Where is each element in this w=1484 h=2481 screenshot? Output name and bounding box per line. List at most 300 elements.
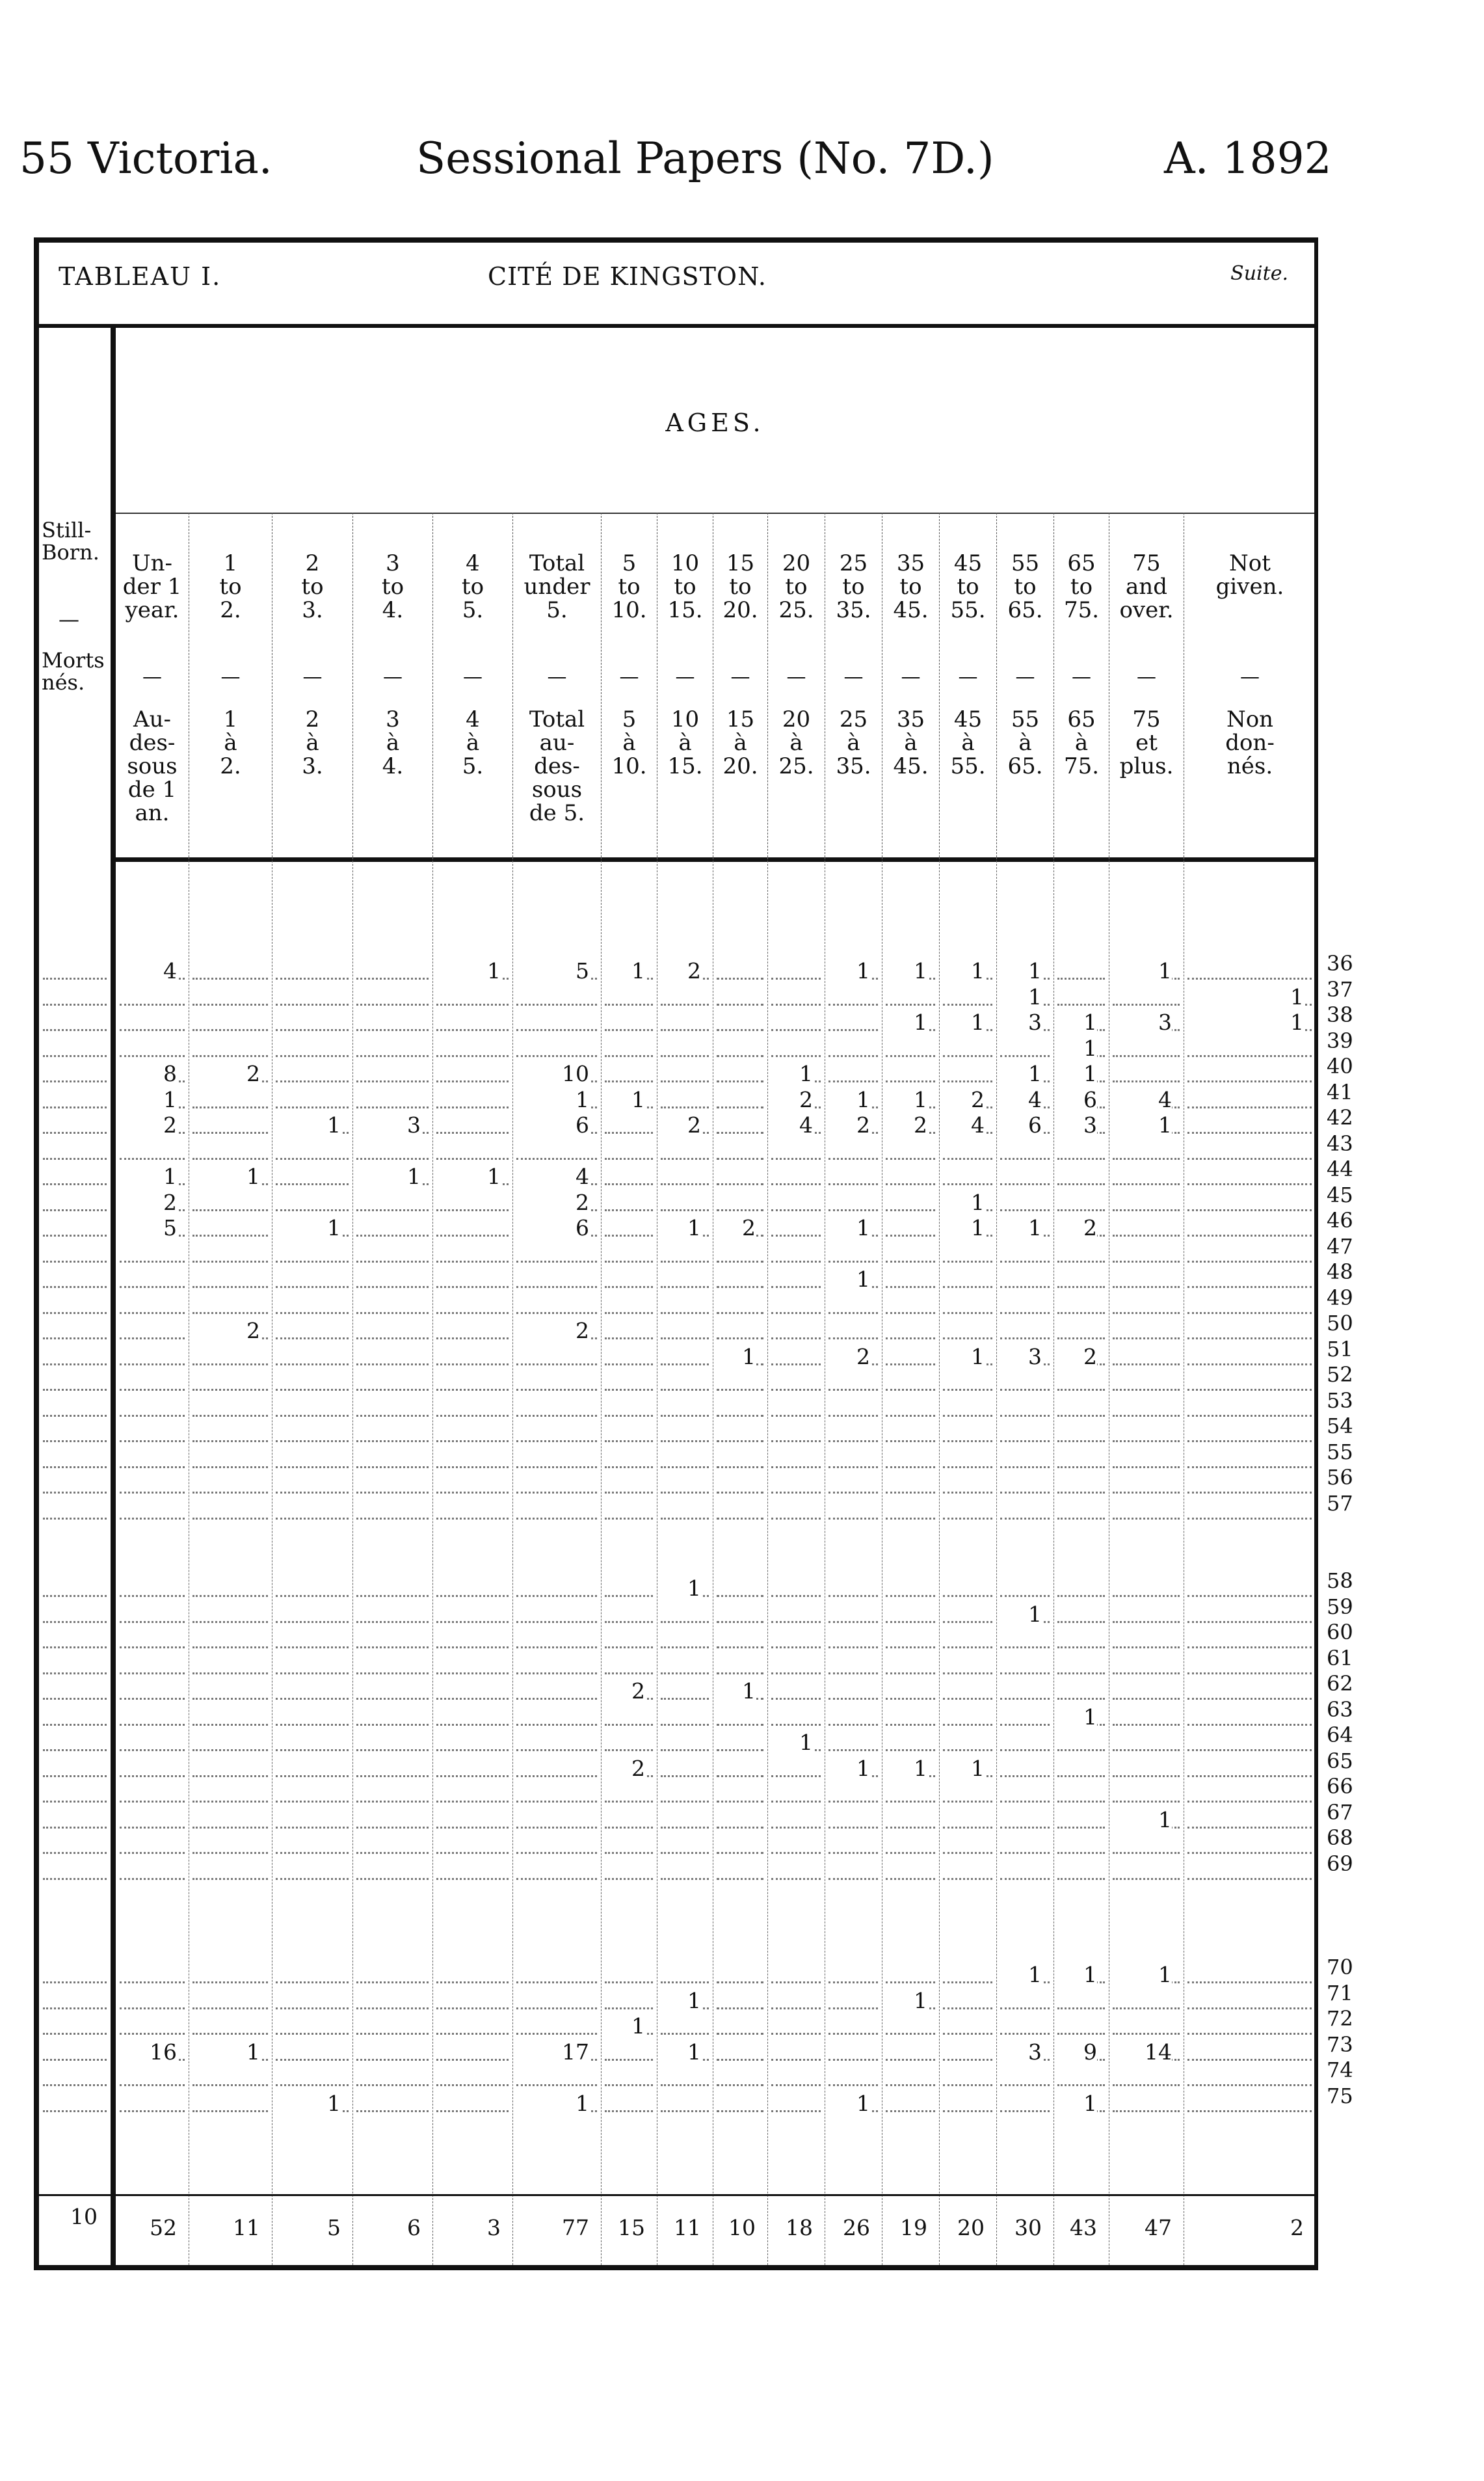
leader-dots [717, 1592, 763, 1597]
leader-dots [120, 1695, 185, 1700]
leader-dots [192, 1053, 268, 1057]
leader-dots [1187, 1592, 1312, 1597]
leader-dots [1113, 2005, 1180, 2009]
table-cell: 2 [827, 1112, 870, 1138]
leader-dots [1000, 1515, 1050, 1520]
leader-dots [43, 1644, 107, 1648]
leader-dots [886, 1361, 935, 1365]
leader-dots [717, 1875, 763, 1880]
total-cell: 30 [1014, 2215, 1042, 2240]
leader-dots [1000, 1875, 1050, 1880]
leader-dots [356, 1464, 429, 1468]
leader-dots [43, 1824, 107, 1829]
leader-dots [771, 2030, 821, 2035]
leader-dots [356, 1979, 429, 1983]
leader-dots [192, 1644, 268, 1648]
leader-dots [1113, 1618, 1180, 1623]
leader-dots [436, 1875, 509, 1880]
leader-dots [605, 1258, 653, 1263]
leader-dots [771, 1335, 821, 1339]
leader-dots [661, 1773, 709, 1777]
leader-dots [605, 1207, 653, 1211]
column-header-en: 25 to 35. [836, 550, 871, 623]
leader-dots [771, 1824, 821, 1829]
leader-dots [1000, 1721, 1050, 1726]
leader-dots [276, 2082, 349, 2086]
leader-dots [943, 1798, 992, 1803]
leader-dots [771, 1644, 821, 1648]
leader-dots [717, 2056, 763, 2061]
table-cell: 1 [999, 1215, 1042, 1240]
column-header-3 [352, 513, 432, 857]
column-header-dash: — [142, 665, 162, 688]
leader-dots [771, 2056, 821, 2061]
leader-dots [771, 1618, 821, 1623]
leader-dots [1113, 1181, 1180, 1185]
table-cell: 1 [884, 1087, 927, 1112]
leader-dots [356, 1875, 429, 1880]
leader-dots [1113, 1438, 1180, 1442]
column-header-dash: — [786, 665, 806, 688]
leader-dots [1057, 1335, 1105, 1339]
table-cell: 1 [659, 2039, 701, 2065]
leader-dots [436, 1644, 509, 1648]
leader-dots [436, 1824, 509, 1829]
table-cell: 2 [191, 1318, 260, 1343]
table-cell: 16 [118, 2039, 177, 2065]
leader-dots [605, 1644, 653, 1648]
leader-dots [1113, 1798, 1180, 1803]
leader-dots [356, 1618, 429, 1623]
leader-dots [886, 1489, 935, 1494]
leader-dots [661, 1438, 709, 1442]
column-header-en: Not given. [1215, 550, 1284, 600]
row-number: 55 [1327, 1439, 1353, 1464]
leader-dots [605, 1309, 653, 1314]
leader-dots [605, 1335, 653, 1339]
leader-dots [661, 1875, 709, 1880]
table-cell: 4 [515, 1164, 589, 1189]
leader-dots [1113, 1747, 1180, 1751]
leader-dots [886, 1798, 935, 1803]
leader-dots [192, 1773, 268, 1777]
leader-dots [717, 1464, 763, 1468]
leader-dots [717, 2030, 763, 2035]
leader-dots [43, 1283, 107, 1288]
column-header-fr: 1 à 2. [220, 706, 241, 779]
table-cell: 3 [999, 1010, 1042, 1035]
leader-dots [717, 1438, 763, 1442]
leader-dots [1000, 1412, 1050, 1417]
leader-dots [661, 2082, 709, 2086]
leader-dots [661, 1258, 709, 1263]
leader-dots [943, 1181, 992, 1185]
column-header-2 [272, 513, 352, 857]
leader-dots [1113, 1489, 1180, 1494]
leader-dots [661, 1644, 709, 1648]
leader-dots [943, 1979, 992, 1983]
leader-dots [771, 1464, 821, 1468]
leader-dots [43, 1026, 107, 1031]
leader-dots [717, 1104, 763, 1108]
leader-dots [1113, 1386, 1180, 1391]
table-cell: 1 [770, 1061, 813, 1086]
leader-dots [886, 2030, 935, 2035]
row-number: 44 [1327, 1157, 1353, 1181]
leader-dots [717, 1181, 763, 1185]
leader-dots [120, 1489, 185, 1494]
leader-dots [356, 1438, 429, 1442]
leader-dots [120, 1412, 185, 1417]
leader-dots [1187, 1386, 1312, 1391]
leader-dots [43, 1979, 107, 1983]
column-header-16 [1184, 513, 1316, 857]
leader-dots [886, 2082, 935, 2086]
leader-dots [516, 1824, 597, 1829]
leader-dots [120, 1155, 185, 1160]
column-header-dash: — [383, 665, 403, 688]
column-header-fr: Non don- nés. [1225, 706, 1275, 779]
leader-dots [1187, 1798, 1312, 1803]
leader-dots [516, 1283, 597, 1288]
leader-dots [192, 1438, 268, 1442]
leader-dots [436, 1515, 509, 1520]
table-cell: 9 [1056, 2039, 1097, 2065]
leader-dots [1057, 1773, 1105, 1777]
leader-dots [192, 1104, 268, 1108]
leader-dots [1057, 1309, 1105, 1314]
leader-dots [120, 1001, 185, 1006]
leader-dots [605, 2082, 653, 2086]
table-cell: 3 [999, 1344, 1042, 1369]
table-cell: 4 [999, 1087, 1042, 1112]
leader-dots [43, 1721, 107, 1726]
leader-dots [605, 1592, 653, 1597]
leader-dots [717, 1258, 763, 1263]
leader-dots [120, 1309, 185, 1314]
leader-dots [771, 975, 821, 980]
leader-dots [120, 1361, 185, 1365]
table-cell: 2 [884, 1112, 927, 1138]
leader-dots [943, 1695, 992, 1700]
leader-dots [717, 1309, 763, 1314]
leader-dots [276, 1026, 349, 1031]
leader-dots [120, 2082, 185, 2086]
leader-dots [436, 1386, 509, 1391]
leader-dots [356, 1515, 429, 1520]
leader-dots [1187, 1875, 1312, 1880]
leader-dots [436, 1670, 509, 1674]
column-header-11 [882, 513, 939, 857]
leader-dots [436, 1258, 509, 1263]
leader-dots [661, 1078, 709, 1082]
leader-dots [605, 1618, 653, 1623]
leader-dots [120, 1849, 185, 1854]
table-cell: 1 [603, 2013, 645, 2039]
leader-dots [717, 1773, 763, 1777]
table-cell: 1 [1056, 1962, 1097, 1987]
leader-dots [1113, 1464, 1180, 1468]
leader-dots [1057, 1515, 1105, 1520]
leader-dots [828, 1386, 878, 1391]
leader-dots [661, 1104, 709, 1108]
table-cell: 4 [118, 958, 177, 984]
leader-dots [1057, 1207, 1105, 1211]
total-cell: 5 [327, 2215, 341, 2240]
leader-dots [717, 1412, 763, 1417]
table-cell: 1 [884, 1988, 927, 2013]
column-header-fr: 35 à 45. [893, 706, 929, 779]
leader-dots [943, 1283, 992, 1288]
leader-dots [120, 2030, 185, 2035]
table-cell: 10 [515, 1061, 589, 1086]
leader-dots [1113, 1670, 1180, 1674]
leader-dots [1187, 1258, 1312, 1263]
table-cell: 1 [1186, 984, 1304, 1010]
leader-dots [771, 1026, 821, 1031]
leader-dots [1000, 2005, 1050, 2009]
leader-dots [276, 1773, 349, 1777]
leader-dots [1000, 1386, 1050, 1391]
leader-dots [886, 1875, 935, 1880]
leader-dots [828, 1258, 878, 1263]
leader-dots [516, 1026, 597, 1031]
row-number: 62 [1327, 1671, 1353, 1696]
leader-dots [120, 1386, 185, 1391]
leader-dots [436, 1129, 509, 1134]
leader-dots [1187, 1361, 1312, 1365]
leader-dots [1057, 1412, 1105, 1417]
leader-dots [276, 1824, 349, 1829]
leader-dots [1187, 1618, 1312, 1623]
leader-dots [717, 1283, 763, 1288]
leader-dots [1057, 1670, 1105, 1674]
leader-dots [605, 1464, 653, 1468]
leader-dots [661, 1489, 709, 1494]
leader-dots [943, 2108, 992, 2112]
leader-dots [717, 1979, 763, 1983]
column-header-1 [189, 513, 272, 857]
row-number: 37 [1327, 976, 1353, 1002]
leader-dots [1057, 1258, 1105, 1263]
stillborn-dash: — [59, 607, 79, 632]
leader-dots [276, 1104, 349, 1108]
row-number: 71 [1327, 1980, 1353, 2005]
leader-dots [1113, 1335, 1180, 1339]
leader-dots [828, 1309, 878, 1314]
leader-dots [276, 1438, 349, 1442]
leader-dots [516, 2030, 597, 2035]
column-header-fr: 4 à 5. [462, 706, 484, 779]
leader-dots [828, 1747, 878, 1751]
leader-dots [43, 975, 107, 980]
leader-dots [717, 2005, 763, 2009]
column-header-12 [939, 513, 996, 857]
table-cell: 1 [603, 1087, 645, 1112]
leader-dots [192, 2030, 268, 2035]
leader-dots [436, 1695, 509, 1700]
leader-dots [717, 1001, 763, 1006]
leader-dots [828, 1207, 878, 1211]
leader-dots [436, 1412, 509, 1417]
stillborn-en: Still-Born. [42, 518, 99, 565]
leader-dots [192, 1001, 268, 1006]
leader-dots [1000, 1747, 1050, 1751]
column-header-en: 20 to 25. [778, 550, 814, 623]
leader-dots [516, 1644, 597, 1648]
leader-dots [661, 1207, 709, 1211]
leader-dots [276, 1695, 349, 1700]
leader-dots [1113, 1695, 1180, 1700]
leader-dots [943, 1258, 992, 1263]
leader-dots [605, 1670, 653, 1674]
leader-dots [356, 2108, 429, 2112]
leader-dots [436, 1798, 509, 1803]
table-cell: 4 [942, 1112, 985, 1138]
leader-dots [276, 1309, 349, 1314]
total-cell: 52 [150, 2215, 177, 2240]
table-cell: 5 [515, 958, 589, 984]
leader-dots [1113, 1232, 1180, 1237]
column-header-en: 55 to 65. [1007, 550, 1043, 623]
leader-dots [661, 1309, 709, 1314]
total-cell: 10 [728, 2215, 756, 2240]
row-number: 36 [1327, 951, 1353, 976]
column-header-en: 15 to 20. [722, 550, 758, 623]
leader-dots [356, 1489, 429, 1494]
leader-dots [886, 1618, 935, 1623]
leader-dots [1113, 1207, 1180, 1211]
leader-dots [120, 1875, 185, 1880]
leader-dots [828, 1026, 878, 1031]
leader-dots [771, 1773, 821, 1777]
leader-dots [661, 2030, 709, 2035]
leader-dots [828, 1592, 878, 1597]
leader-dots [661, 1155, 709, 1160]
row-number: 51 [1327, 1336, 1353, 1361]
leader-dots [771, 1386, 821, 1391]
leader-dots [192, 1129, 268, 1134]
leader-dots [605, 1361, 653, 1365]
column-header-dash: — [675, 665, 695, 688]
leader-dots [605, 1747, 653, 1751]
leader-dots [356, 1258, 429, 1263]
leader-dots [1113, 1053, 1180, 1057]
leader-dots [436, 1592, 509, 1597]
table-cell: 1 [942, 1010, 985, 1035]
leader-dots [1187, 1773, 1312, 1777]
column-header-en: 45 to 55. [950, 550, 986, 623]
leader-dots [356, 1849, 429, 1854]
leader-dots [436, 2082, 509, 2086]
leader-dots [1187, 2108, 1312, 2112]
column-header-en: Un- der 1 year. [122, 550, 182, 623]
column-rule [996, 857, 997, 2265]
leader-dots [771, 1515, 821, 1520]
leader-dots [661, 1824, 709, 1829]
leader-dots [192, 1361, 268, 1365]
leader-dots [717, 1053, 763, 1057]
leader-dots [605, 1798, 653, 1803]
leader-dots [1000, 1181, 1050, 1185]
leader-dots [717, 1489, 763, 1494]
leader-dots [771, 1489, 821, 1494]
leader-dots [661, 1361, 709, 1365]
leader-dots [516, 1309, 597, 1314]
leader-dots [771, 1283, 821, 1288]
column-header-fr: 5 à 10. [611, 706, 647, 779]
table-cell: 1 [942, 958, 985, 984]
leader-dots [43, 1078, 107, 1082]
leader-dots [886, 1053, 935, 1057]
leader-dots [436, 1335, 509, 1339]
leader-dots [661, 1695, 709, 1700]
leader-dots [605, 1026, 653, 1031]
column-header-fr: 10 à 15. [667, 706, 703, 779]
leader-dots [828, 1438, 878, 1442]
leader-dots [1057, 1695, 1105, 1700]
table-cell: 1 [715, 1678, 756, 1704]
leader-dots [771, 1979, 821, 1983]
row-number: 49 [1327, 1285, 1353, 1310]
leader-dots [436, 1464, 509, 1468]
leader-dots [886, 1309, 935, 1314]
leader-dots [1113, 1155, 1180, 1160]
leader-dots [886, 1001, 935, 1006]
leader-dots [516, 1155, 597, 1160]
leader-dots [120, 1747, 185, 1751]
leader-dots [717, 1078, 763, 1082]
leader-dots [192, 2082, 268, 2086]
leader-dots [356, 2056, 429, 2061]
leader-dots [1113, 1412, 1180, 1417]
table-cell: 1 [191, 2039, 260, 2065]
leader-dots [1057, 2030, 1105, 2035]
table-cell: 1 [1186, 1010, 1304, 1035]
leader-dots [356, 975, 429, 980]
leader-dots [276, 1283, 349, 1288]
leader-dots [516, 1670, 597, 1674]
leader-dots [771, 1438, 821, 1442]
total-cell: 26 [843, 2215, 870, 2240]
leader-dots [1057, 1489, 1105, 1494]
stillborn-fr: Morts nés. [42, 648, 105, 695]
leader-dots [886, 1747, 935, 1751]
row-number: 64 [1327, 1723, 1353, 1747]
leader-dots [1000, 1824, 1050, 1829]
leader-dots [717, 1129, 763, 1134]
column-header-dash: — [843, 665, 864, 688]
leader-dots [717, 1026, 763, 1031]
leader-dots [276, 1721, 349, 1726]
leader-dots [661, 1053, 709, 1057]
leader-dots [717, 2082, 763, 2086]
table-city: CITÉ DE KINGSTON. [488, 262, 767, 291]
leader-dots [717, 1670, 763, 1674]
column-header-15 [1109, 513, 1184, 857]
leader-dots [943, 1412, 992, 1417]
column-header-en: 3 to 4. [381, 550, 404, 623]
stillborn-header [39, 324, 111, 857]
leader-dots [120, 1979, 185, 1983]
leader-dots [1000, 1670, 1050, 1674]
leader-dots [192, 1618, 268, 1623]
total-cell: 15 [618, 2215, 645, 2240]
table-cell: 1 [1111, 1807, 1172, 1832]
leader-dots [828, 1849, 878, 1854]
total-cell: 3 [487, 2215, 501, 2240]
leader-dots [43, 2005, 107, 2009]
